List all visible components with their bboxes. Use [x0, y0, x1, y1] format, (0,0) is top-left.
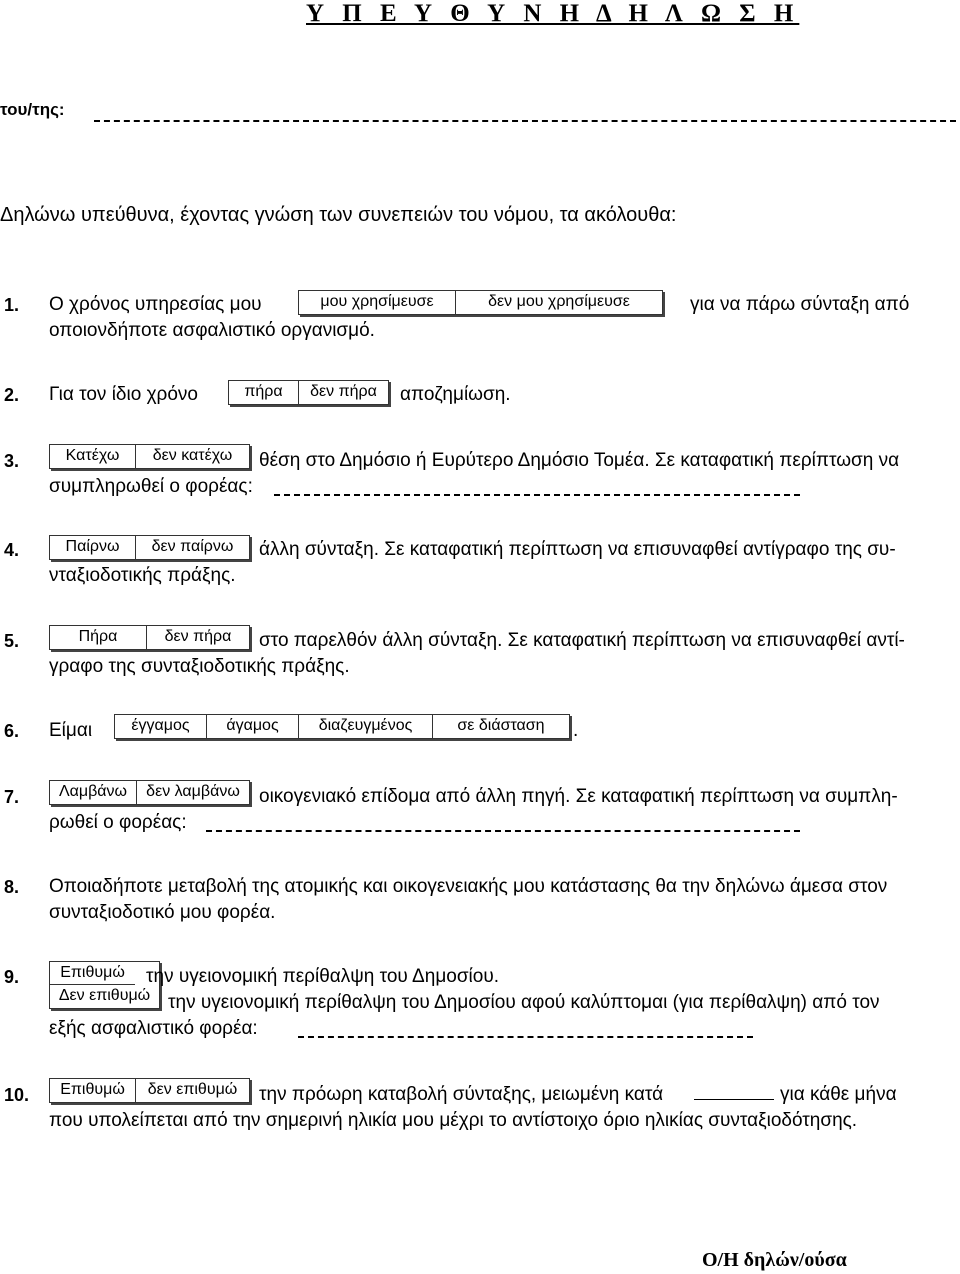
- item-8-text: Οποιαδήποτε μεταβολή της ατομικής και οικογενειακής μου κατάστασης θα την δηλώνω άμεσα στον: [49, 876, 888, 897]
- option-got[interactable]: Πήρα: [50, 626, 147, 649]
- item-1-number: 1.: [4, 295, 20, 315]
- item-10-text-after-blank: για κάθε μήνα: [780, 1084, 897, 1105]
- item-9-text-after2: την υγειονομική περίθαλψη του Δημοσίου αφού καλύπτομαι (για περίθαλψη) από τον: [168, 992, 880, 1013]
- item-4-options: [49, 535, 250, 560]
- item-8-number: 8.: [4, 877, 20, 897]
- item-7-options: [49, 780, 250, 805]
- option-wish[interactable]: Επιθυμώ: [50, 962, 135, 985]
- item-9-options: [49, 961, 160, 1009]
- item-1-text-after: για να πάρω σύνταξη από: [690, 294, 910, 315]
- item-2-text-after: αποζημίωση.: [400, 384, 511, 405]
- option-not-receive-allowance[interactable]: δεν λαμβάνω: [137, 781, 250, 804]
- item-3-text-after: θέση στο Δημόσιο ή Ευρύτερο Δημόσιο Τομέα. Σε καταφατική περίπτωση να: [259, 450, 900, 471]
- option-receive-allowance[interactable]: Λαμβάνω: [50, 781, 137, 804]
- intro-text: Δηλώνω υπεύθυνα, έχοντας γνώση των συνεπειών του νόμου, τα ακόλουθα:: [0, 204, 677, 226]
- item-3-line2: συμπληρωθεί ο φορέας:: [49, 476, 253, 497]
- item-5-options: [49, 625, 250, 650]
- option-divorced[interactable]: διαζευγμένος: [299, 715, 433, 738]
- option-not-wish[interactable]: Δεν επιθυμώ: [50, 985, 159, 1008]
- option-received[interactable]: πήρα: [229, 381, 299, 404]
- item-8-line2: συνταξιοδοτικό μου φορέα.: [49, 902, 276, 923]
- item-2-text: Για τον ίδιο χρόνο: [49, 384, 198, 405]
- item-7-agency-field[interactable]: [206, 830, 800, 832]
- item-5-number: 5.: [4, 631, 20, 651]
- option-married[interactable]: έγγαμος: [115, 715, 207, 738]
- option-not-received[interactable]: δεν πήρα: [299, 381, 389, 404]
- option-not-receive[interactable]: δεν παίρνω: [136, 536, 250, 559]
- item-3-options: [49, 444, 250, 469]
- option-not-used[interactable]: δεν μου χρησίμευσε: [456, 291, 663, 314]
- option-single[interactable]: άγαμος: [207, 715, 299, 738]
- option-hold[interactable]: Κατέχω: [50, 445, 136, 468]
- item-7-text-after: οικογενιακό επίδομα από άλλη πηγή. Σε καταφατική περίπτωση να συμπλη-: [259, 786, 898, 807]
- item-10-options: [49, 1078, 250, 1103]
- item-1-line2: οποιονδήποτε ασφαλιστικό οργανισμό.: [49, 320, 375, 341]
- item-2-options: [228, 380, 389, 405]
- item-9-line3: εξής ασφαλιστικό φορέα:: [49, 1018, 258, 1039]
- option-used[interactable]: μου χρησίμευσε: [299, 291, 456, 314]
- item-3-agency-field[interactable]: [274, 494, 800, 496]
- item-10-text-after: την πρόωρη καταβολή σύνταξης, μειωμένη κατά: [259, 1084, 664, 1105]
- option-wish-early[interactable]: Επιθυμώ: [50, 1079, 136, 1102]
- item-9-agency-field[interactable]: [298, 1036, 753, 1038]
- item-6-period: .: [573, 720, 579, 741]
- item-10-number: 10.: [4, 1085, 30, 1105]
- item-6-number: 6.: [4, 721, 20, 741]
- item-1-text: Ο χρόνος υπηρεσίας μου: [49, 294, 262, 315]
- item-7-number: 7.: [4, 787, 20, 807]
- option-separated[interactable]: σε διάσταση: [433, 715, 570, 738]
- item-6-text: Είμαι: [49, 720, 93, 741]
- item-5-text-after: στο παρελθόν άλλη σύνταξη. Σε καταφατική περίπτωση να επισυναφθεί αντί-: [259, 630, 905, 651]
- item-9-text-after: την υγειονομική περίθαλψη του Δημοσίου.: [146, 966, 500, 987]
- option-receive[interactable]: Παίρνω: [50, 536, 136, 559]
- item-7-line2: ρωθεί ο φορέας:: [49, 812, 187, 833]
- item-3-number: 3.: [4, 451, 20, 471]
- page-title: Υ Π Ε Υ Θ Υ Ν Η Δ Η Λ Ω Σ Η: [306, 0, 800, 27]
- item-4-number: 4.: [4, 540, 20, 560]
- item-9-number: 9.: [4, 967, 20, 987]
- item-2-number: 2.: [4, 385, 20, 405]
- item-4-line2: νταξιοδοτικής πράξης.: [49, 565, 236, 586]
- item-5-line2: γραφο της συνταξιοδοτικής πράξης.: [49, 656, 350, 677]
- option-not-wish-early[interactable]: δεν επιθυμώ: [136, 1079, 250, 1102]
- item-10-line2: που υπολείπεται από την σημερινή ηλικία μου μέχρι το αντίστοιχο όριο ηλικίας συνταξιοδότησης.: [49, 1110, 858, 1131]
- option-not-hold[interactable]: δεν κατέχω: [136, 445, 250, 468]
- name-label: του/της:: [0, 100, 65, 119]
- name-field[interactable]: [94, 120, 956, 122]
- signature-label: Ο/Η δηλών/ούσα: [702, 1249, 847, 1271]
- item-6-options: [114, 714, 570, 739]
- item-1-options: [298, 290, 663, 315]
- option-not-got[interactable]: δεν πήρα: [147, 626, 250, 649]
- item-4-text-after: άλλη σύνταξη. Σε καταφατική περίπτωση να επισυναφθεί αντίγραφο της συ-: [259, 539, 896, 560]
- item-10-reduction-field[interactable]: [694, 1099, 774, 1100]
